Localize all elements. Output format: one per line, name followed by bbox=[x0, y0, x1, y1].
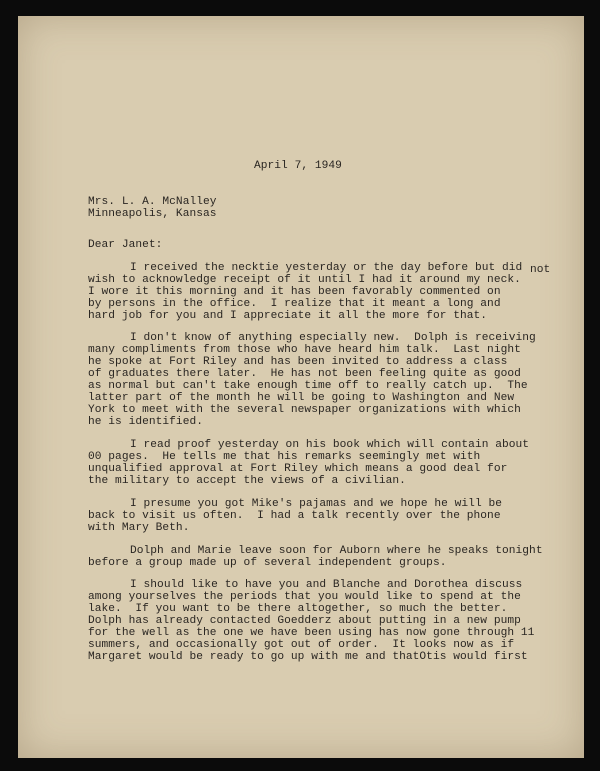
paragraph-line: I read proof yesterday on his book which will contain about bbox=[130, 439, 530, 451]
paragraph-line: I presume you got Mike's pajamas and we hope he will be bbox=[130, 498, 502, 510]
letter-page bbox=[18, 16, 584, 758]
paragraph-line: with Mary Beth. bbox=[88, 522, 190, 534]
paragraph-line: unqualified approval at Fort Riley which means a good deal for bbox=[88, 463, 508, 475]
paragraph-line: 00 pages. He tells me that his remarks seemingly met with bbox=[88, 451, 481, 463]
paragraph-line: I received the necktie yesterday or the day before but did bbox=[130, 262, 523, 274]
paragraph-line: back to visit us often. I had a talk recently over the phone bbox=[88, 510, 501, 522]
paragraph-line: for the well as the one we have been using has now gone through 11 bbox=[88, 627, 535, 639]
paragraph-line: as normal but can't take enough time off to really catch up. The bbox=[88, 380, 528, 392]
paragraph-line: hard job for you and I appreciate it all the more for that. bbox=[88, 310, 488, 322]
paragraph-line: he is identified. bbox=[88, 416, 203, 428]
paragraph-line: Margaret would be ready to go up with me and thatOtis would first bbox=[88, 651, 528, 663]
paragraph-line: summers, and occasionally got out of order. It looks now as if bbox=[88, 639, 515, 651]
paragraph-line: lake. If you want to be there altogether, so much the better. bbox=[88, 603, 508, 615]
letter-date: April 7, 1949 bbox=[254, 160, 342, 172]
margin-word: not bbox=[530, 264, 551, 276]
paragraph-line: I should like to have you and Blanche and Dorothea discuss bbox=[130, 579, 523, 591]
paragraph-line: many compliments from those who have heard him talk. Last night bbox=[88, 344, 521, 356]
paragraph-line: among yourselves the periods that you would like to spend at the bbox=[88, 591, 521, 603]
recipient-city: Minneapolis, Kansas bbox=[88, 208, 217, 220]
paragraph-line: by persons in the office. I realize that it meant a long and bbox=[88, 298, 501, 310]
paragraph-line: before a group made up of several independent groups. bbox=[88, 557, 447, 569]
paragraph-line: I don't know of anything especially new. Dolph is receiving bbox=[130, 332, 536, 344]
paragraph-line: latter part of the month he will be going to Washington and New bbox=[88, 392, 515, 404]
paragraph-line: I wore it this morning and it has been favorably commented on bbox=[88, 286, 501, 298]
paragraph-line: York to meet with the several newspaper organizations with which bbox=[88, 404, 521, 416]
paragraph-line: wish to acknowledge receipt of it until I had it around my neck. bbox=[88, 274, 521, 286]
paragraph-line: of graduates there later. He has not been feeling quite as good bbox=[88, 368, 521, 380]
paragraph-line: he spoke at Fort Riley and has been invited to address a class bbox=[88, 356, 508, 368]
paragraph-line: Dolph has already contacted Goedderz about putting in a new pump bbox=[88, 615, 521, 627]
paragraph-line: the military to accept the views of a civilian. bbox=[88, 475, 406, 487]
paragraph-line: Dolph and Marie leave soon for Auborn where he speaks tonight bbox=[130, 545, 543, 557]
recipient-name: Mrs. L. A. McNalley bbox=[88, 196, 217, 208]
salutation: Dear Janet: bbox=[88, 239, 163, 251]
